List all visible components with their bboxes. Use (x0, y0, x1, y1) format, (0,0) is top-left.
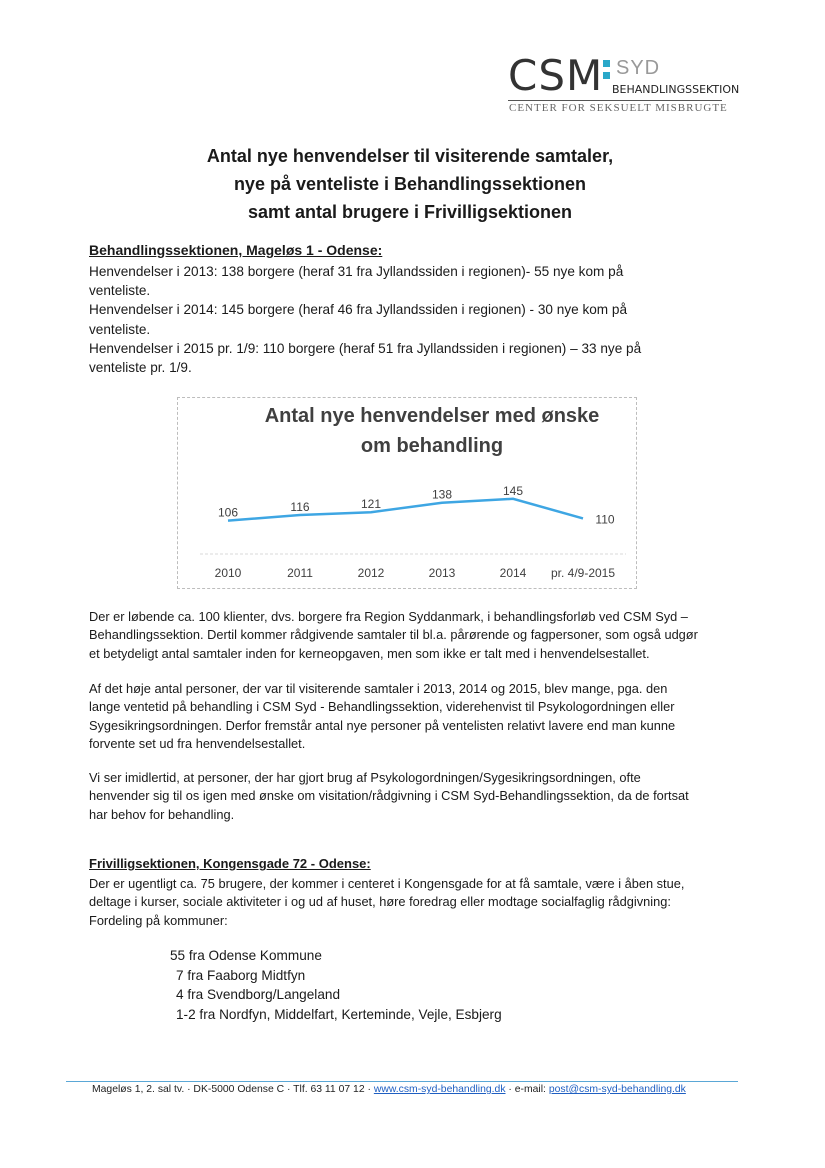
behandling-heading: Behandlingssektionen, Mageløs 1 - Odense: (89, 242, 383, 258)
title-line-1: Antal nye henvendelser til visiterende samtaler, (206, 146, 614, 166)
behandling-line: venteliste pr. 1/9. (89, 360, 192, 376)
document-title (160, 142, 660, 226)
logo-behandlingssektion-text: BEHANDLINGSSEKTION (612, 83, 740, 96)
email-link[interactable]: post@csm-syd-behandling.dk (548, 1084, 686, 1095)
kommune-item: 7 fra Faaborg Midtfyn (176, 967, 306, 983)
paragraph-1 (89, 608, 698, 663)
x-tick-label: 2010 (214, 566, 242, 580)
paragraph-line: Sygesikringsordningen. Derfor fremstår antal nye personer på ventelisten relativt lavere end man kunne (89, 717, 676, 733)
logo-center-text: CENTER FOR SEKSUELT MISBRUGTE (509, 102, 728, 114)
kommune-list (170, 946, 502, 1024)
logo-dots (603, 60, 611, 84)
behandling-line: venteliste. (89, 283, 151, 299)
footer-divider (66, 1081, 738, 1082)
henvendelser-chart (177, 397, 637, 589)
paragraph-line: et betydeligt antal samtaler inden for kerneopgaven, men som ikke er talt med i henvendelsestallet. (89, 645, 650, 661)
frivillig-line: deltage i kurser, sociale aktiviteter i og ud af huset, høre foredrag eller modtage socialfaglig rådgivning: (89, 894, 671, 910)
x-tick-label: 2014 (499, 566, 527, 580)
x-tick-label: 2011 (287, 566, 313, 580)
x-tick-label: pr. 4/9-2015 (550, 566, 616, 580)
data-label: 138 (431, 487, 453, 502)
logo-syd-text: SYD (616, 57, 661, 79)
data-label: 110 (595, 512, 615, 527)
footer (92, 1084, 686, 1095)
data-label: 106 (217, 505, 239, 520)
chart-svg (178, 398, 636, 588)
kommune-item: 1-2 fra Nordfyn, Middelfart, Kerteminde, Vejle, Esbjerg (176, 1006, 502, 1022)
paragraph-2 (89, 680, 675, 754)
csm-syd-logo (508, 51, 740, 114)
paragraph-3 (89, 769, 689, 824)
paragraph-line: henvender sig til os igen med ønske om visitation/rådgivning i CSM Syd-Behandlingssektion, da de fortsat (89, 788, 689, 804)
x-tick-label: 2012 (357, 566, 385, 580)
kommune-item: 4 fra Svendborg/Langeland (176, 987, 341, 1002)
title-line-2: nye på venteliste i Behandlingssektionen (233, 174, 587, 194)
paragraph-line: har behov for behandling. (89, 806, 235, 822)
frivillig-line: Der er ugentligt ca. 75 brugere, der kommer i centeret i Kongensgade for at få samtale, være i åben stue, (89, 876, 685, 891)
frivillig-heading: Frivilligsektionen, Kongensgade 72 - Odense: (89, 856, 371, 871)
behandling-line: Henvendelser i 2014: 145 borgere (heraf 46 fra Jyllandssiden i regionen) - 30 nye kom på (89, 302, 628, 318)
footer-email-label: · e-mail: (505, 1084, 549, 1095)
chart-title-line-1: Antal nye henvendelser med ønske (264, 405, 600, 427)
paragraph-line: Der er løbende ca. 100 klienter, dvs. borgere fra Region Syddanmark, i behandlingsforløb ved CSM Syd – (89, 609, 688, 624)
logo-csm-text: CSM (508, 51, 604, 100)
series-line (228, 499, 583, 521)
frivillig-text (89, 875, 684, 930)
behandling-line: venteliste. (89, 321, 151, 337)
frivillig-line: Fordeling på kommuner: (89, 912, 228, 928)
paragraph-line: Vi ser imidlertid, at personer, der har gjort brug af Psykologordningen/Sygesikringsordningen, ofte (89, 770, 641, 785)
website-link[interactable]: www.csm-syd-behandling.dk (373, 1084, 506, 1095)
chart-marks (215, 484, 616, 580)
kommune-item: 55 fra Odense Kommune (170, 948, 322, 963)
paragraph-line: forvente set ud fra henvendelsestallet. (89, 736, 306, 752)
behandling-text (89, 262, 641, 377)
behandling-line: Henvendelser i 2015 pr. 1/9: 110 borgere (heraf 51 fra Jyllandssiden i regionen) – 33 nye på (89, 340, 642, 356)
data-label: 121 (360, 497, 382, 512)
title-line-3: samt antal brugere i Frivilligsektionen (247, 202, 573, 222)
footer-address: Mageløs 1, 2. sal tv. · DK-5000 Odense C · Tlf. 63 11 07 12 · (92, 1084, 374, 1095)
paragraph-line: Af det høje antal personer, der var til visiterende samtaler i 2013, 2014 og 2015, blev mange, pga. den (89, 681, 668, 696)
data-label: 145 (502, 483, 524, 498)
paragraph-line: lange ventetid på behandling i CSM Syd - Behandlingssektion, viderehenvist til Psykologordningen eller (89, 699, 675, 715)
x-tick-label: 2013 (428, 566, 456, 580)
chart-title-line-2: om behandling (360, 435, 504, 457)
data-label: 116 (290, 500, 310, 515)
behandling-line: Henvendelser i 2013: 138 borgere (heraf 31 fra Jyllandssiden i regionen)- 55 nye kom på (89, 264, 624, 279)
paragraph-line: Behandlingssektion. Dertil kommer rådgivende samtaler til bl.a. pårørende og fagpersoner, som også udgør (89, 627, 698, 643)
